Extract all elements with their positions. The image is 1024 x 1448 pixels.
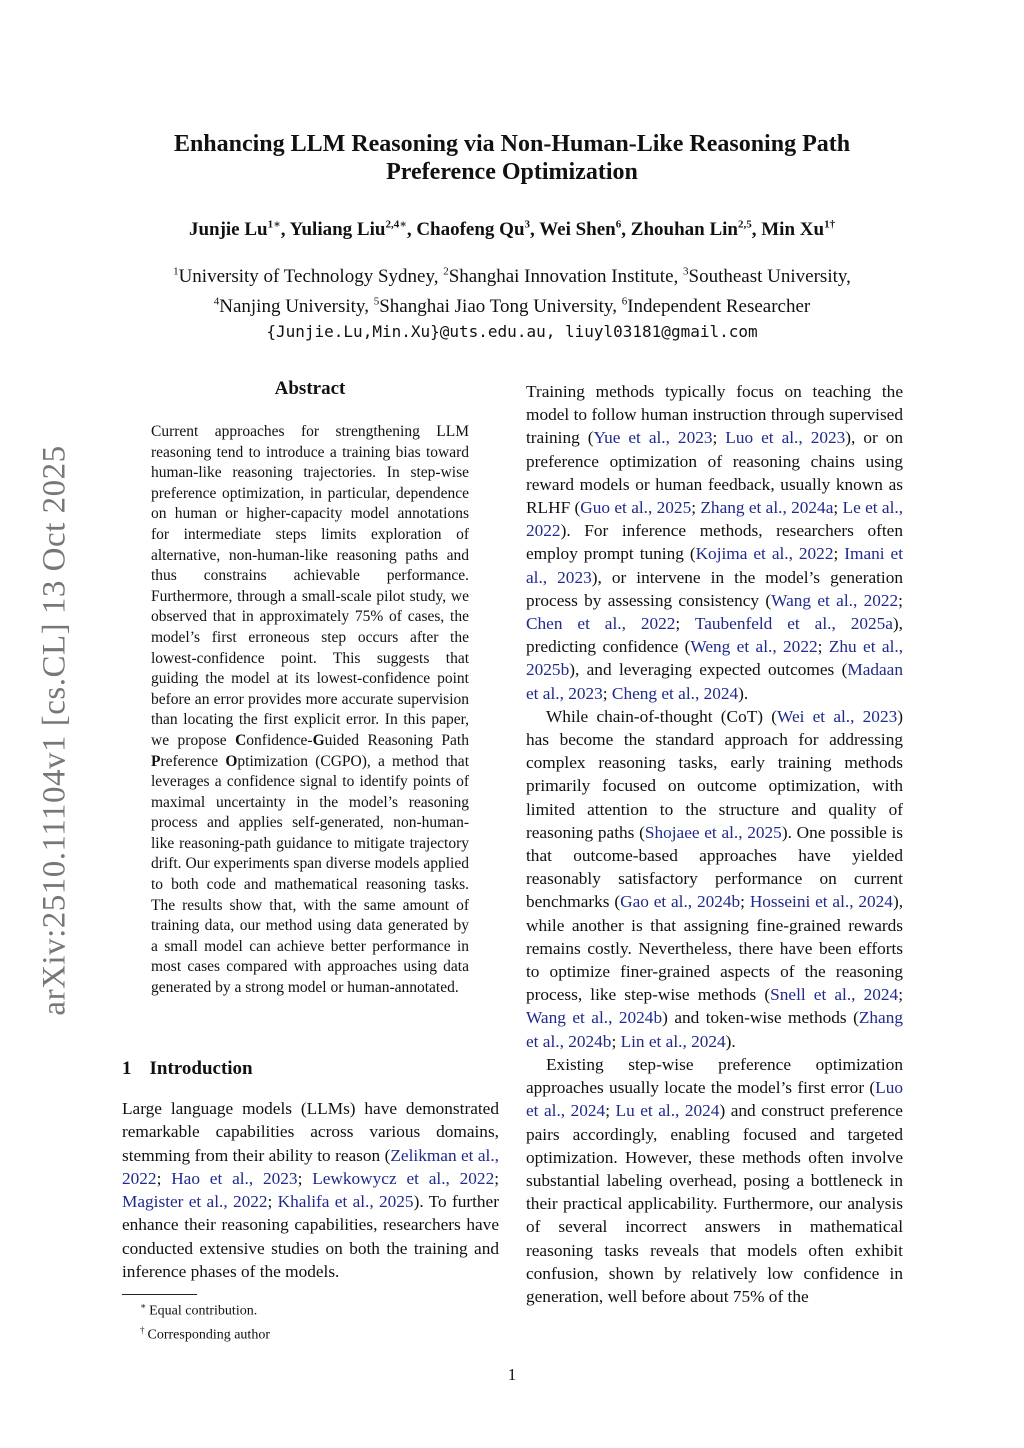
- footnote: ∗ Equal contribution.: [140, 1301, 258, 1319]
- citation-link[interactable]: Zelikman et al., 2022: [122, 1145, 499, 1188]
- author: Junjie $Lu^{1∗}$: [188, 219, 281, 241]
- citation-link[interactable]: Luo et al., 2023: [725, 428, 846, 448]
- page-number: 1: [507, 1365, 517, 1384]
- arxiv-identifier: arXiv:2510.11104v1 [cs.CL] 13 Oct 2025: [36, 444, 73, 1016]
- citation-link[interactable]: Hosseini et al., 2024: [749, 892, 893, 912]
- author-list: Junjie $Lu^{1∗}$, Yuliang Liu$^{2,4∗}$, Chaofeng Qu$^3$, Wei Shen$^6$, Zhouhan Lin$^{2,5}$, Min $Xu^{1\dagger}$: [188, 219, 836, 241]
- citation-link[interactable]: Zhang et al., 2024a: [700, 498, 834, 518]
- author: Chaofeng Qu$^3$: [416, 219, 531, 241]
- citation-link[interactable]: Zhang et al., 2024b: [526, 1008, 903, 1051]
- citation-link[interactable]: Magister et al., 2022: [122, 1192, 268, 1212]
- right-column: [526, 380, 903, 1308]
- abstract-heading: Abstract: [274, 378, 346, 399]
- citation-link[interactable]: Gao et al., 2024b: [620, 892, 741, 912]
- footnotes: [140, 1297, 500, 1344]
- citation-link[interactable]: Lin et al., 2024: [620, 1031, 726, 1051]
- citation-link[interactable]: Yue et al., 2023: [593, 428, 713, 448]
- section-heading-introduction: 1 Introduction: [122, 1058, 253, 1079]
- citation-link[interactable]: Lewkowycz et al., 2022: [312, 1168, 495, 1188]
- citation-link[interactable]: Chen et al., 2022: [526, 614, 676, 634]
- citation-link[interactable]: Khalifa et al., 2025: [277, 1192, 414, 1212]
- body-paragraph: While chain-of-thought (CoT) (Wei et al., 2023) has become the standard approach for addressing complex reasoning tasks, early training methods primarily focused on outcome optimization, with limited attention to the structure and quality of reasoning paths (Shojaee et al., 2025). One possible is that outcome-based approaches have yielded reasonably satisfactory performance on current benchmarks (Gao et al., 2024b; Hosseini et al., 2024), while another is that assigning fine-grained rewards remains costly. Nevertheless, there have been efforts to optimize finer-grained aspects of the reasoning process, like step-wise methods (Snell et al., 2024; Wang et al., 2024b) and token-wise methods (Zhang et al., 2024b; Lin et al., 2024).: [526, 706, 904, 1051]
- body-paragraph: Existing step-wise preference optimization approaches usually locate the model’s first error (Luo et al., 2024; Lu et al., 2024) and construct preference pairs accordingly, enabling focused and targeted optimization. However, these methods often involve substantial labeling overhead, posing a bottleneck in their practical applicability. Furthermore, our analysis of several incorrect answers in mathematical reasoning tasks reveals that models often exhibit confusion, shown by relatively low confidence in generation, well before about 75% of the: [526, 1054, 903, 1306]
- citation-link[interactable]: Guo et al., 2025: [580, 498, 692, 518]
- affiliations: $^1$University of Technology Sydney, $^2$Shanghai Innovation Institute, $^3$Southeast University, $^4$Nanjing University, $^5$Shanghai Jiao Tong University, $^6$Independent Researcher {Junjie.Lu,Min.Xu}@uts.edu.au, liuyl03181@gmail.com: [173, 266, 851, 341]
- abstract-body: Current approaches for strengthening LLM reasoning tend to introduce a training bias toward human-like reasoning trajectories. In step-wise preference optimization, in particular, dependence on human or higher-capacity model annotations for intermediate steps limits exploration of alternative, non-human-like reasoning paths and thus constrains achievable performance. Furthermore, through a small-scale pilot study, we observed that in approximately 75% of cases, the model’s first erroneous step occurs after the lowest-confidence point. This suggests that guiding the model at its lowest-confidence point before an error provides more accurate supervision than locating the first explicit error. In this paper, we propose Confidence-Guided Reasoning Path Preference Optimization (CGPO), a method that leverages a confidence signal to identify points of maximal uncertainty in the model’s reasoning process and applies self-generated, non-human-like reasoning-path guidance to mitigate trajectory drift. Our experiments span diverse models applied to both code and mathematical reasoning tasks. The results show that, with the same amount of training data, our method using data generated by a small model can achieve better performance in most cases compared with approaches using data generated by a strong model or human-annotated.: [151, 423, 469, 997]
- citation-link[interactable]: Hao et al., 2023: [171, 1168, 298, 1188]
- citation-link[interactable]: Luo et al., 2024: [526, 1078, 903, 1121]
- title-line-1: Enhancing LLM Reasoning via Non-Human-Like Reasoning Path: [173, 131, 851, 157]
- body-paragraph: Training methods typically focus on teaching the model to follow human instruction through supervised training (Yue et al., 2023; Luo et al., 2023), or on preference optimization of reasoning chains using reward models or human feedback, usually known as RLHF (Guo et al., 2025; Zhang et al., 2024a; Le et al., 2022). For inference methods, researchers often employ prompt tuning (Kojima et al., 2022; Imani et al., 2023), or intervene in the model’s generation process by assessing consistency (Wang et al., 2022; Chen et al., 2022; Taubenfeld et al., 2025a), predicting confidence (Weng et al., 2022; Zhu et al., 2025b), and leveraging expected outcomes (Madaan et al., 2023; Cheng et al., 2024).: [526, 382, 904, 703]
- affiliation: $^4$Nanjing University: [213, 295, 365, 317]
- citation-link[interactable]: Wei et al., 2023: [777, 706, 898, 726]
- intro-paragraph: Large language models (LLMs) have demonstrated remarkable capabilities across various domains, stemming from their ability to reason (Zelikman et al., 2022; Hao et al., 2023; Lewkowycz et al., 2022; Magister et al., 2022; Khalifa et al., 2025). To further enhance their reasoning capabilities, researchers have conducted extensive studies on both the training and inference phases of the models.: [122, 1099, 500, 1282]
- citation-link[interactable]: Taubenfeld et al., 2025a: [694, 614, 893, 634]
- author: Min $Xu^{1\dagger}$: [761, 219, 836, 241]
- affiliation: $^3$Southeast University: [683, 266, 847, 288]
- footnote: † Corresponding author: [140, 1324, 270, 1343]
- citation-link[interactable]: Shojaee et al., 2025: [644, 822, 782, 842]
- author: Zhouhan Lin$^{2,5}$: [630, 219, 752, 241]
- author: Wei Shen$^6$: [539, 219, 622, 241]
- citation-link[interactable]: Lu et al., 2024: [615, 1101, 720, 1121]
- affiliation: $^1$University of Technology Sydney: [173, 266, 434, 288]
- affiliation: $^2$Shanghai Innovation Institute: [443, 266, 674, 288]
- citation-link[interactable]: Wang et al., 2022: [771, 590, 899, 610]
- footnote-divider: [122, 1294, 197, 1295]
- citation-link[interactable]: Le et al., 2022: [526, 498, 904, 541]
- author: Yuliang Liu$^{2,4∗}$: [289, 219, 407, 241]
- citation-link[interactable]: Snell et al., 2024: [770, 985, 899, 1005]
- citation-link[interactable]: Wang et al., 2024b: [526, 1008, 663, 1028]
- title-line-2: Preference Optimization: [386, 159, 638, 185]
- citation-link[interactable]: Zhu et al., 2025b: [526, 637, 904, 680]
- paper-title: [120, 130, 904, 186]
- affiliation: $^5$Shanghai Jiao Tong University: [373, 295, 613, 317]
- citation-link[interactable]: Weng et al., 2022: [690, 637, 818, 657]
- citation-link[interactable]: Kojima et al., 2022: [695, 544, 834, 564]
- citation-link[interactable]: Imani et al., 2023: [526, 544, 903, 587]
- citation-link[interactable]: Cheng et al., 2024: [611, 683, 739, 703]
- author-emails: {Junjie.Lu,Min.Xu}@uts.edu.au, liuyl03181@gmail.com: [266, 321, 758, 341]
- citation-link[interactable]: Madaan et al., 2023: [526, 660, 903, 703]
- affiliation: $^6$Independent Researcher: [621, 295, 811, 317]
